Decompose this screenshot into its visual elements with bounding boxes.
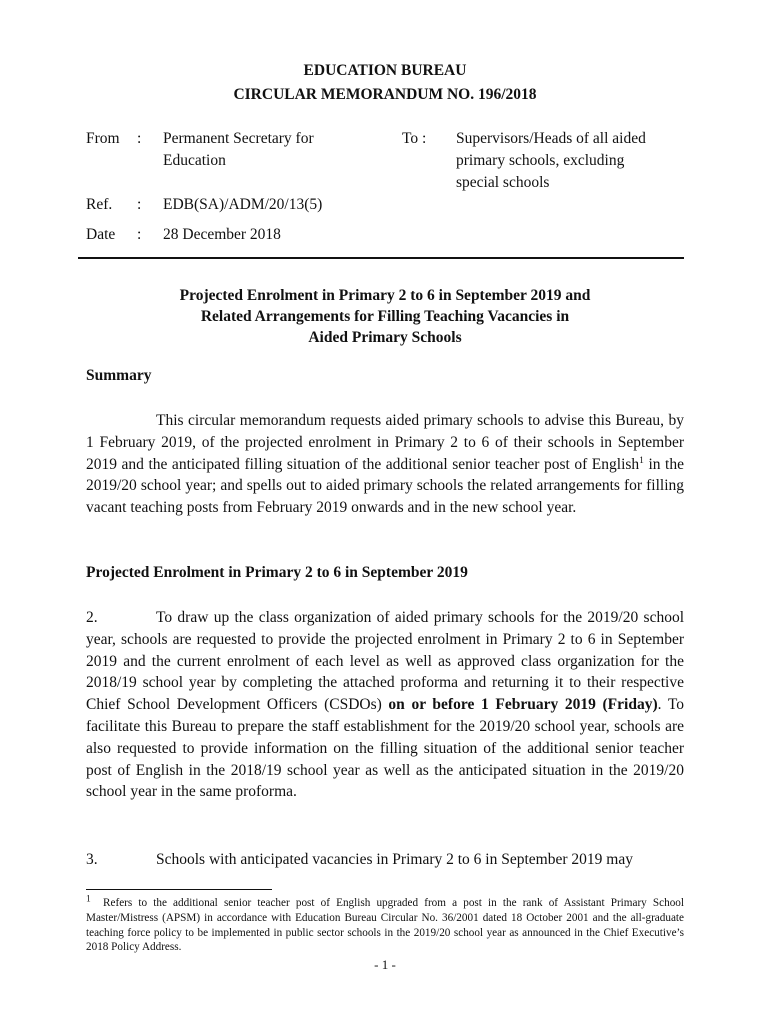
footnote-ref: 1 [639,455,644,466]
paragraph-2-text-b: . To facilitate this Bureau to prepare the staff establishment for the 2019/20 school year, schools are also requested to provide information on the filling situation of the additional senior teacher post of English in the 2018/19 school year as well as the anticipated situation in the 2019/20 school year in the same proforma. [86,696,684,801]
paragraph-2-deadline: on or before 1 February 2019 (Friday) [388,696,658,714]
summary-paragraph [86,410,684,519]
ref-label: Ref. [86,196,113,213]
paragraph-3 [86,849,684,871]
from-label: From [86,130,120,147]
paragraph-3-number: 3. [86,851,98,868]
title-line3: Aided Primary Schools [308,329,462,346]
footnote [86,896,684,955]
date-colon: : [137,226,142,243]
footnote-divider [86,889,272,890]
paragraph-2 [86,607,684,803]
date-value: 28 December 2018 [163,226,281,243]
to-value-line2: primary schools, excluding [456,152,625,169]
summary-heading: Summary [86,367,152,384]
date-label: Date [86,226,116,243]
paragraph-2-text-a: To draw up the class organization of aided primary schools for the 2019/20 school year, schools are requested to provide the projected enrolment in Primary 2 to 6 in September 2019 and the current enrolment of each level as well as approved class organization for the 2018/19 school year by completing the attached proforma and returning it to their respective Chief School Development Officers (CSDOs) [86,609,684,714]
memo-header-number: CIRCULAR MEMORANDUM NO. 196/2018 [233,86,537,103]
page-number: - 1 - [374,957,396,972]
memo-header-bureau: EDUCATION BUREAU [303,62,467,79]
summary-text-b: in the 2019/20 school year; and spells out to aided primary schools the related arrangements for filling vacant teaching posts from February 2019 onwards and in the new school year. [86,455,684,517]
footnote-marker: 1 [86,894,91,905]
section-heading-enrolment: Projected Enrolment in Primary 2 to 6 in September 2019 [86,564,468,581]
to-label: To : [402,130,427,147]
from-value-line1: Permanent Secretary for [163,130,314,147]
paragraph-2-number: 2. [86,609,98,626]
paragraph-3-text: Schools with anticipated vacancies in Primary 2 to 6 in September 2019 may [156,851,633,868]
header-divider [78,257,684,259]
summary-text-a: This circular memorandum requests aided primary schools to advise this Bureau, by 1 February 2019, of the projected enrolment in Primary 2 to 6 of their schools in September 2019 and the anticipated filling situation of the additional senior teacher post of English [86,412,684,473]
to-value-line1: Supervisors/Heads of all aided [456,130,646,147]
title-line1: Projected Enrolment in Primary 2 to 6 in September 2019 and [179,287,591,304]
title-line2: Related Arrangements for Filling Teaching Vacancies in [200,308,570,325]
footnote-text: Refers to the additional senior teacher post of English upgraded from a post in the rank of Assistant Primary School Master/Mistress (APSM) in accordance with Education Bureau Circular No. 36/2001 dated 18 October 2001 and the all-graduate teaching force policy to be implemented in public sector schools in the 2019/20 school year as announced in the Chief Executive’s 2018 Policy Address. [86,897,685,954]
ref-value: EDB(SA)/ADM/20/13(5) [163,196,323,213]
from-value-line2: Education [163,152,226,169]
ref-colon: : [137,196,142,213]
from-colon: : [137,130,142,147]
to-value-line3: special schools [456,174,550,191]
